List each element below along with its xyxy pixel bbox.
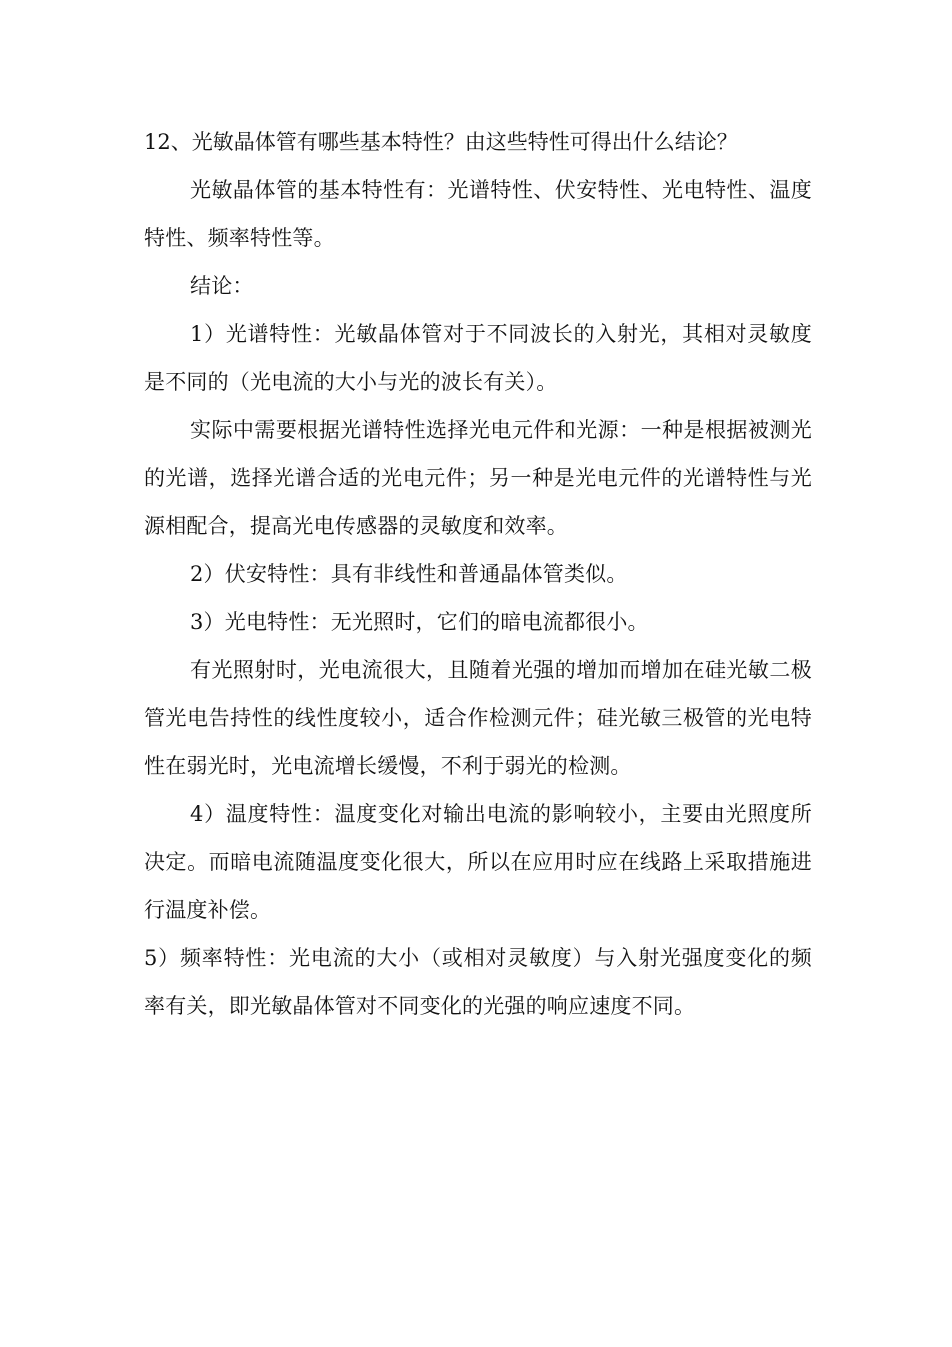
paragraph-spectral-characteristic: 1）光谱特性：光敏晶体管对于不同波长的入射光，其相对灵敏度是不同的（光电流的大小与光的波长有关）。 [144,322,812,394]
paragraph-iv-characteristic: 2）伏安特性：具有非线性和普通晶体管类似。 [190,562,628,586]
paragraph-spectral-application: 实际中需要根据光谱特性选择光电元件和光源：一种是根据被测光的光谱，选择光谱合适的光电元件；另一种是光电元件的光谱特性与光源相配合，提高光电传感器的灵敏度和效率。 [144,418,812,538]
paragraph-photoelectric-characteristic: 3）光电特性：无光照时，它们的暗电流都很小。 [190,610,649,634]
document-body [144,118,812,1030]
paragraph-illumination-behavior: 有光照射时，光电流很大，且随着光强的增加而增加在硅光敏二极管光电告持性的线性度较小，适合作检测元件；硅光敏三极管的光电特性在弱光时，光电流增长缓慢，不利于弱光的检测。 [144,658,812,778]
paragraph-basic-properties: 光敏晶体管的基本特性有：光谱特性、伏安特性、光电特性、温度特性、频率特性等。 [144,178,812,250]
paragraph-temperature-characteristic: 4）温度特性：温度变化对输出电流的影响较小，主要由光照度所决定。而暗电流随温度变化很大，所以在应用时应在线路上采取措施进行温度补偿。 [144,802,812,922]
question-heading: 12、光敏晶体管有哪些基本特性？由这些特性可得出什么结论？ [144,130,738,154]
paragraph-frequency-characteristic: 5）频率特性：光电流的大小（或相对灵敏度）与入射光强度变化的频率有关，即光敏晶体管对不同变化的光强的响应速度不同。 [144,946,812,1018]
paragraph-conclusion-label: 结论： [190,274,254,298]
